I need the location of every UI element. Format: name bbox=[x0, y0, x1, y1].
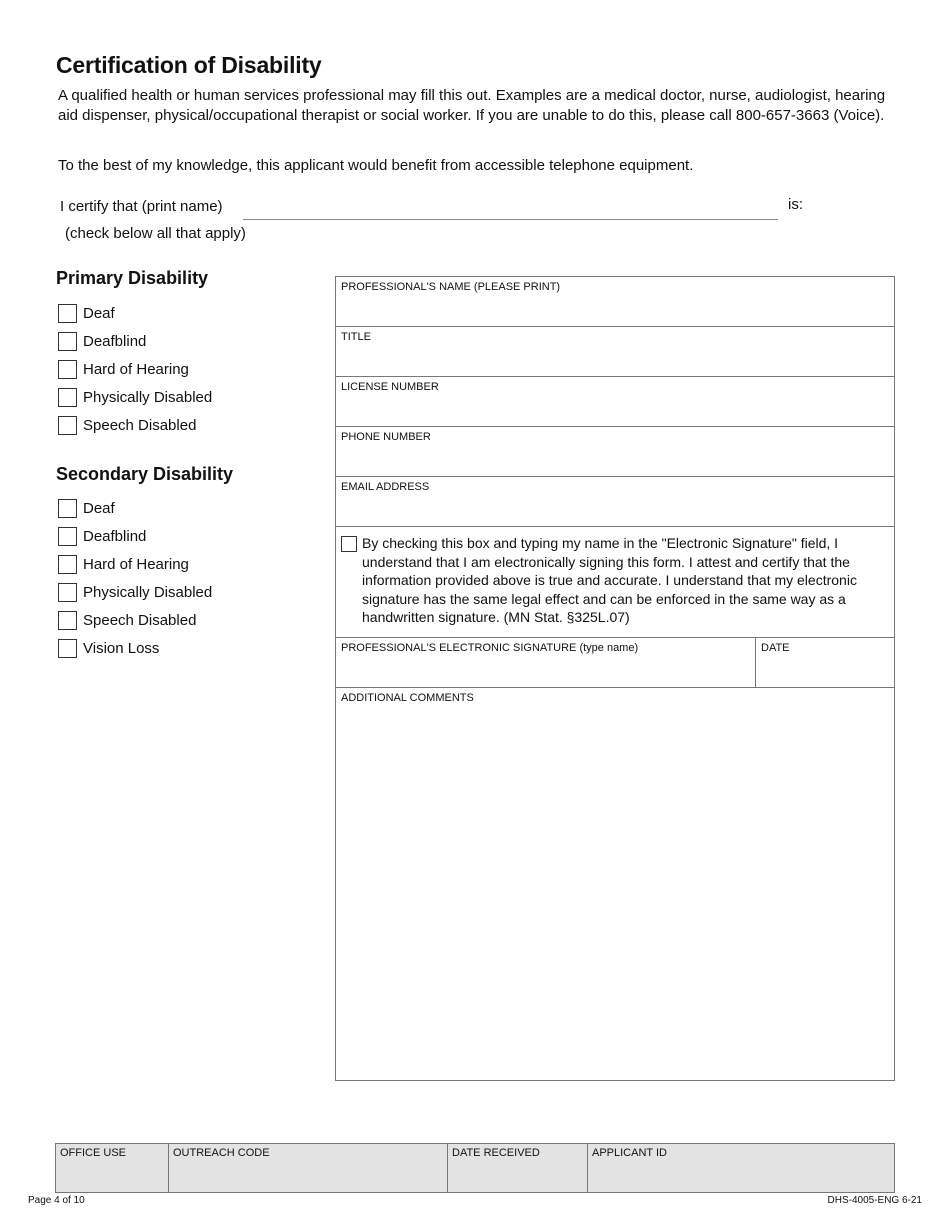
electronic-signature-attestation bbox=[336, 527, 894, 638]
field-label: PROFESSIONAL'S NAME (PLEASE PRINT) bbox=[341, 281, 561, 293]
checkbox[interactable] bbox=[58, 611, 77, 630]
applicant-id-cell bbox=[588, 1144, 894, 1192]
check-instruction: (check below all that apply) bbox=[65, 225, 246, 242]
checkbox[interactable] bbox=[58, 332, 77, 351]
form-id: DHS-4005-ENG 6-21 bbox=[827, 1195, 922, 1206]
certify-label: I certify that (print name) bbox=[60, 198, 223, 215]
benefit-statement: To the best of my knowledge, this applicant would benefit from accessible telephone equipment. bbox=[58, 157, 694, 174]
checkbox[interactable] bbox=[58, 639, 77, 658]
checkbox[interactable] bbox=[58, 360, 77, 379]
date-received-label: DATE RECEIVED bbox=[452, 1147, 540, 1159]
email-address-field[interactable] bbox=[336, 477, 894, 527]
secondary-disability-list bbox=[58, 494, 212, 662]
checkbox[interactable] bbox=[58, 555, 77, 574]
additional-comments-field[interactable] bbox=[336, 688, 894, 1083]
office-use-cell bbox=[56, 1144, 169, 1192]
secondary-disability-heading: Secondary Disability bbox=[56, 464, 234, 484]
field-label: DATE bbox=[761, 642, 790, 654]
primary-option-deafblind[interactable]: Deafblind bbox=[58, 327, 212, 355]
page-number: Page 4 of 10 bbox=[28, 1195, 85, 1206]
office-use-label: OFFICE USE bbox=[60, 1147, 127, 1159]
primary-option-physically-disabled[interactable]: Physically Disabled bbox=[58, 383, 212, 411]
field-label: PHONE NUMBER bbox=[341, 431, 431, 443]
intro-paragraph: A qualified health or human services professional may fill this out. Examples are a medical doctor, nurse, audiologist, hearing aid dispenser, physical/occupational therapist or social worker. If you are unable to do this, please call 800-657-3663 (Voice). bbox=[58, 87, 886, 124]
attestation-text: By checking this box and typing my name in the "Electronic Signature" field, I understand that I am electronically signing this form. I attest and certify that the information provided above is true and accurate. I understand that my electronic signature has the same legal effect and can be enforced in the same way as a handwritten signature. (MN Stat. §325L.07) bbox=[362, 535, 857, 626]
professional-info-box bbox=[335, 276, 895, 1081]
electronic-signature-field[interactable] bbox=[336, 638, 756, 687]
phone-number-field[interactable] bbox=[336, 427, 894, 477]
outreach-code-cell bbox=[169, 1144, 448, 1192]
field-label: LICENSE NUMBER bbox=[341, 381, 439, 393]
license-number-field[interactable] bbox=[336, 377, 894, 427]
secondary-option-deaf[interactable]: Deaf bbox=[58, 494, 212, 522]
primary-disability-list bbox=[58, 299, 212, 439]
outreach-code-label: OUTREACH CODE bbox=[173, 1147, 270, 1159]
checkbox[interactable] bbox=[58, 304, 77, 323]
applicant-name-input[interactable] bbox=[243, 195, 778, 220]
checkbox[interactable] bbox=[58, 499, 77, 518]
date-received-cell bbox=[448, 1144, 588, 1192]
applicant-id-label: APPLICANT ID bbox=[592, 1147, 667, 1159]
page-title: Certification of Disability bbox=[56, 52, 322, 78]
field-label: PROFESSIONAL'S ELECTRONIC SIGNATURE (type name) bbox=[341, 642, 639, 654]
field-label: TITLE bbox=[341, 331, 371, 343]
certify-suffix: is: bbox=[788, 196, 803, 213]
secondary-option-physically-disabled[interactable]: Physically Disabled bbox=[58, 578, 212, 606]
secondary-option-hard-of-hearing[interactable]: Hard of Hearing bbox=[58, 550, 212, 578]
field-label: ADDITIONAL COMMENTS bbox=[341, 692, 474, 704]
primary-option-hard-of-hearing[interactable]: Hard of Hearing bbox=[58, 355, 212, 383]
signature-row bbox=[336, 638, 894, 688]
professional-title-field[interactable] bbox=[336, 327, 894, 377]
checkbox[interactable] bbox=[58, 388, 77, 407]
secondary-option-vision-loss[interactable]: Vision Loss bbox=[58, 634, 212, 662]
signature-date-field[interactable] bbox=[756, 638, 894, 687]
checkbox[interactable] bbox=[58, 583, 77, 602]
checkbox[interactable] bbox=[58, 527, 77, 546]
field-label: EMAIL ADDRESS bbox=[341, 481, 430, 493]
office-use-strip bbox=[55, 1143, 895, 1193]
primary-disability-heading: Primary Disability bbox=[56, 268, 209, 288]
professional-name-field[interactable] bbox=[336, 277, 894, 327]
secondary-option-speech-disabled[interactable]: Speech Disabled bbox=[58, 606, 212, 634]
primary-option-speech-disabled[interactable]: Speech Disabled bbox=[58, 411, 212, 439]
secondary-option-deafblind[interactable]: Deafblind bbox=[58, 522, 212, 550]
primary-option-deaf[interactable]: Deaf bbox=[58, 299, 212, 327]
checkbox[interactable] bbox=[58, 416, 77, 435]
attestation-checkbox[interactable] bbox=[341, 536, 357, 552]
